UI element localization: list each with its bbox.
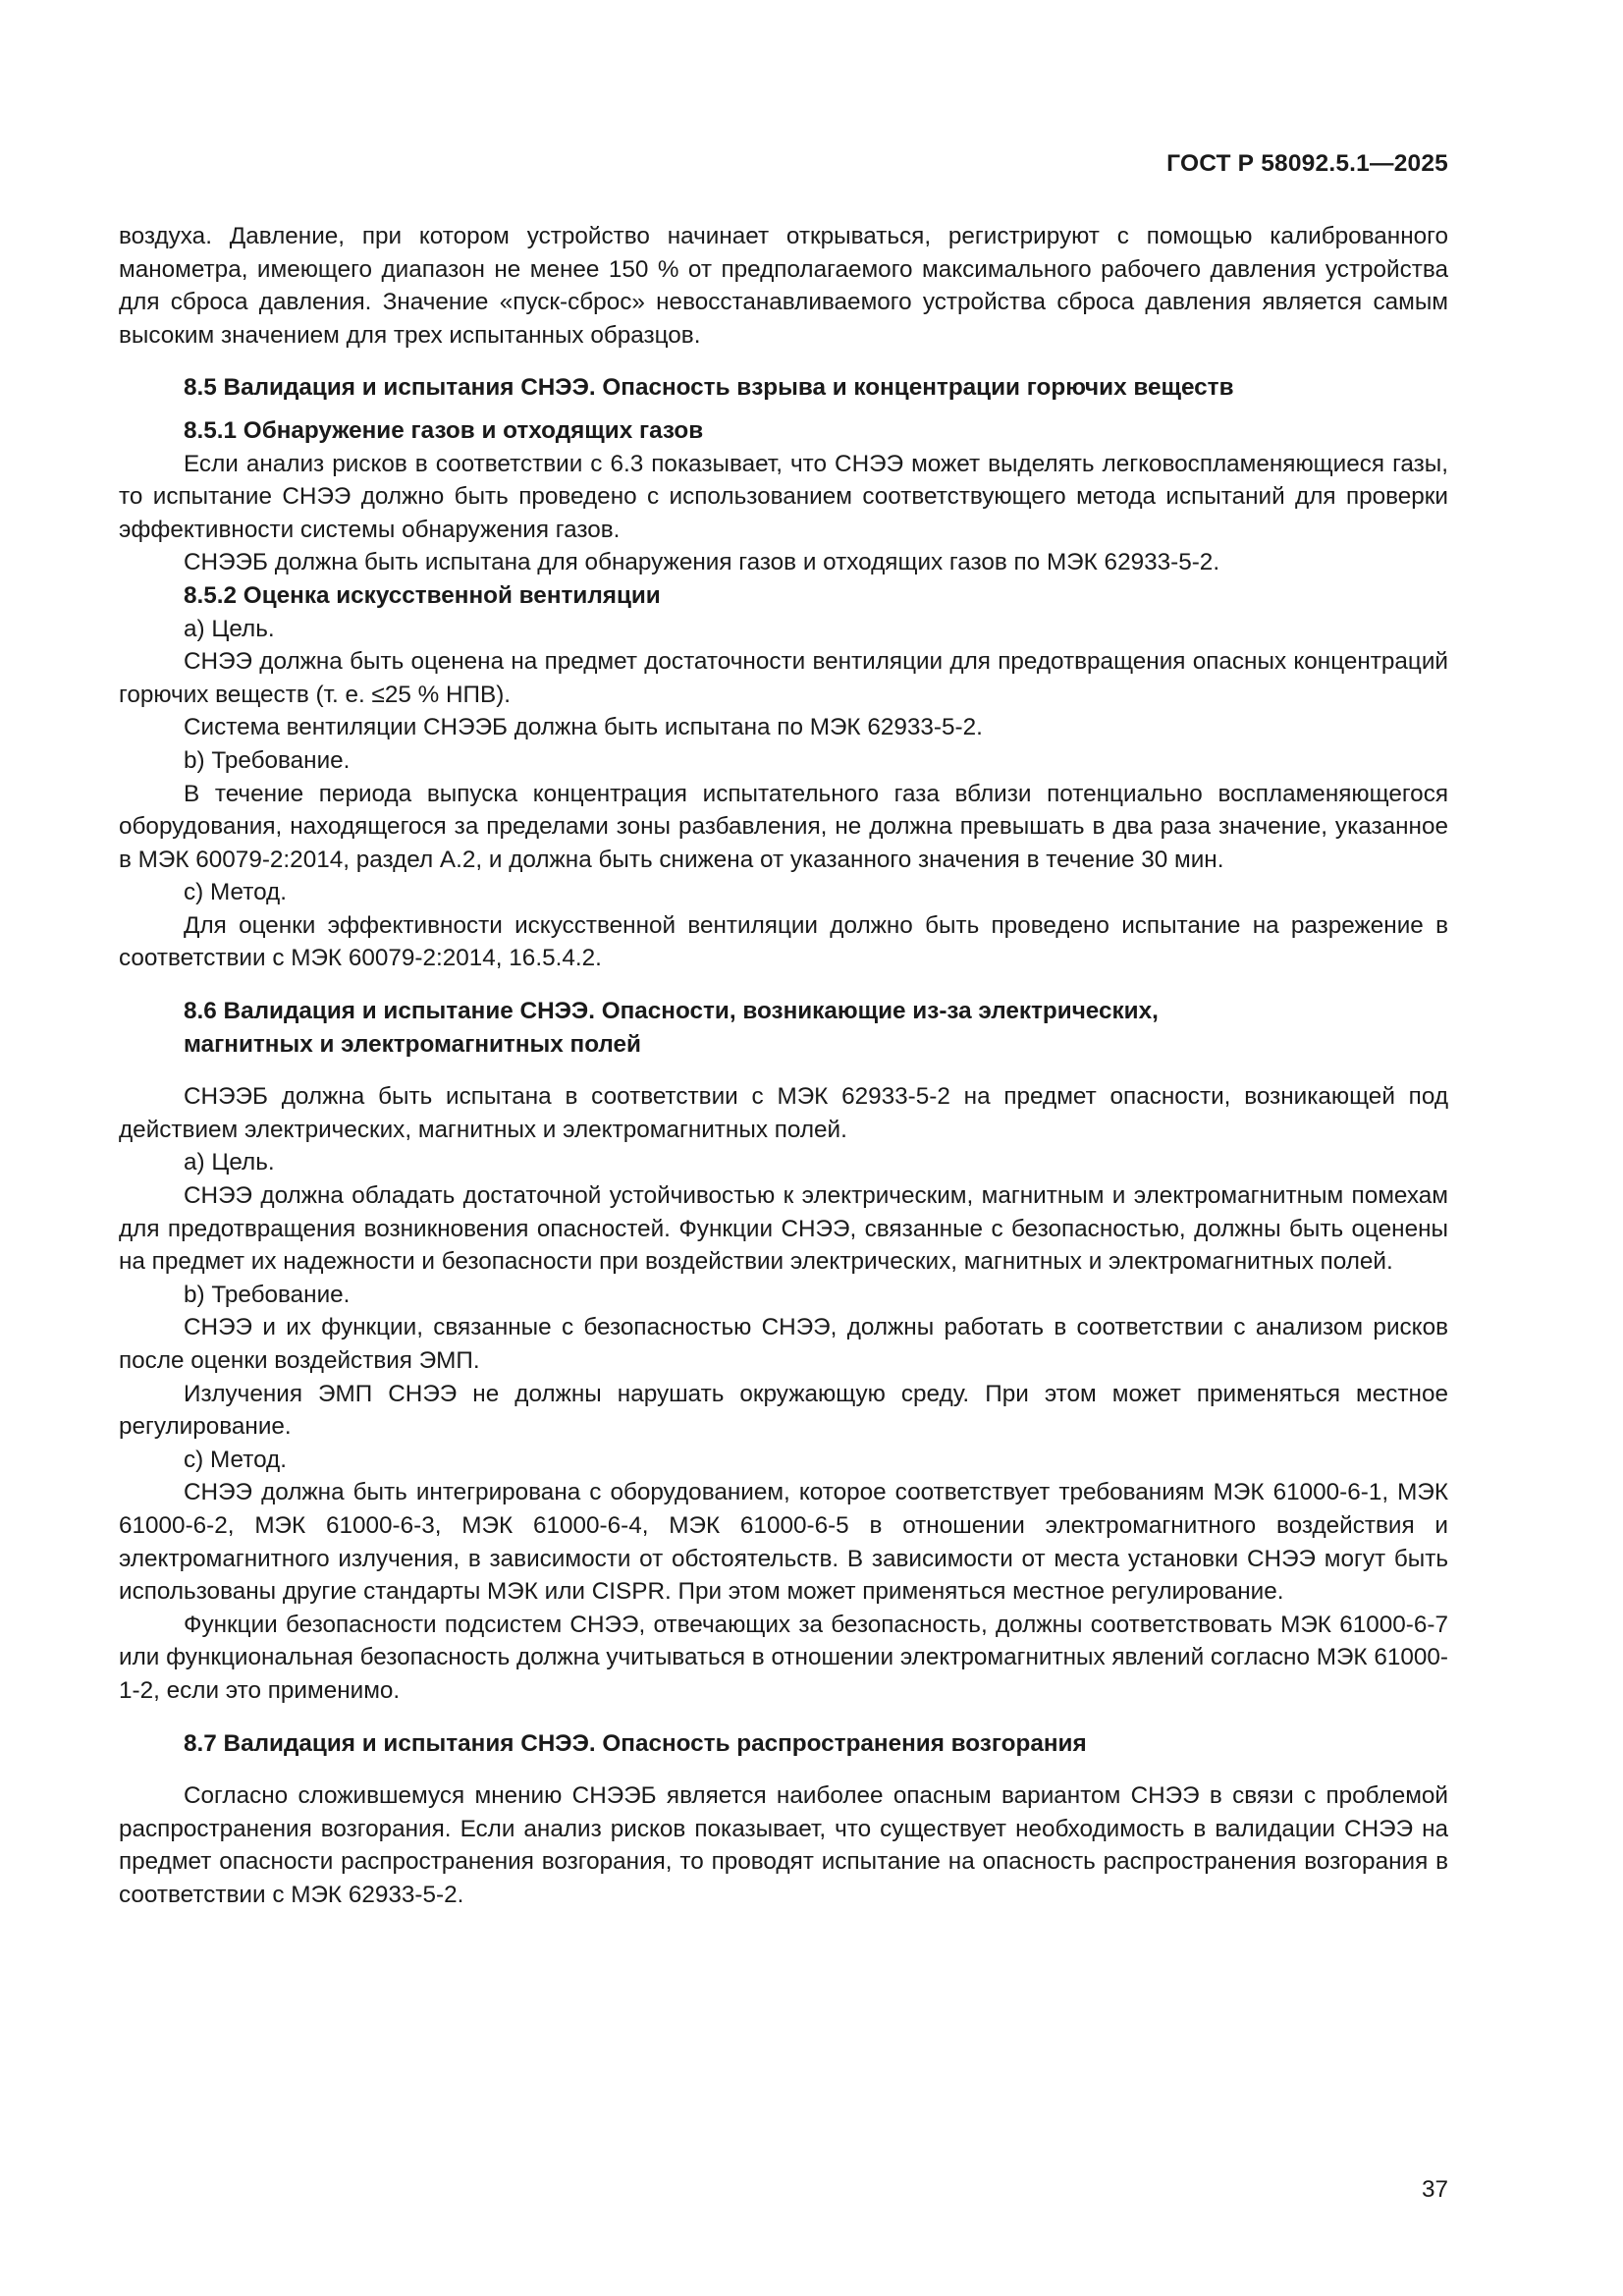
paragraph-continuation: воздуха. Давление, при котором устройство начинает открываться, регистрируют с помощью калиброванного манометра, имеющего диапазон не менее 150 % от предполагаемого максимального рабочего давления устройства для сброса давления. Значение «пуск-сброс» невосстанавливаемого устройства сброса давления является самым высоким значением для трех испытанных образцов. bbox=[119, 223, 1448, 349]
document-body bbox=[119, 220, 1448, 1912]
section-8-6-title-line-1: 8.6 Валидация и испытание СНЭЭ. Опасности, возникающие из-за электрических, bbox=[184, 998, 1159, 1025]
section-8-6-item-b: b) Требование. bbox=[184, 1281, 351, 1308]
section-8-7-title: 8.7 Валидация и испытания СНЭЭ. Опасность распространения возгорания bbox=[184, 1729, 1087, 1757]
section-8-6-item-c-text-2: Функции безопасности подсистем СНЭЭ, отвечающих за безопасность, должны соответствовать МЭК 61000-6-7 или функциональная безопасность должна учитываться в отношении электромагнитных явлений согласно МЭК 61000-1-2, если это применимо. bbox=[119, 1611, 1448, 1704]
section-8-5-2-item-b: b) Требование. bbox=[184, 746, 351, 774]
section-8-5-2-item-a-text-1: СНЭЭ должна быть оценена на предмет достаточности вентиляции для предотвращения опасных концентраций горючих веществ (т. е. ≤25 % НПВ). bbox=[119, 648, 1448, 708]
section-8-5-2-item-a-text-2: Система вентиляции СНЭЭБ должна быть испытана по МЭК 62933-5-2. bbox=[184, 714, 983, 741]
section-8-5-2-item-c: c) Метод. bbox=[184, 879, 287, 906]
section-8-5-2-item-c-text: Для оценки эффективности искусственной вентиляции должно быть проведено испытание на разрежение в соответствии с МЭК 60079-2:2014, 16.5.4.2. bbox=[119, 911, 1448, 972]
document-code-header: ГОСТ Р 58092.5.1—2025 bbox=[1166, 150, 1448, 177]
section-8-5-1-paragraph-1: Если анализ рисков в соответствии с 6.3 показывает, что СНЭЭ может выделять легковоспламеняющиеся газы, то испытание СНЭЭ должно быть проведено с использованием соответствующего метода испытаний для проверки эффективности системы обнаружения газов. bbox=[119, 450, 1448, 543]
section-8-6-title-line-2: магнитных и электромагнитных полей bbox=[184, 1030, 641, 1058]
section-8-6-item-b-text-1: СНЭЭ и их функции, связанные с безопасностью СНЭЭ, должны работать в соответствии с анализом рисков после оценки воздействия ЭМП. bbox=[119, 1314, 1448, 1374]
section-8-5-2-title: 8.5.2 Оценка искусственной вентиляции bbox=[184, 581, 661, 609]
section-8-5-2-item-a: a) Цель. bbox=[184, 615, 275, 642]
section-8-5-2-item-b-text: В течение периода выпуска концентрация испытательного газа вблизи потенциально воспламеняющегося оборудования, находящегося за пределами зоны разбавления, не должна превышать в два раза значение, указанное в МЭК 60079-2:2014, раздел А.2, и должна быть снижена от указанного значения в течение 30 мин. bbox=[119, 780, 1448, 873]
section-8-6-paragraph-1: СНЭЭБ должна быть испытана в соответствии с МЭК 62933-5-2 на предмет опасности, возникающей под действием электрических, магнитных и электромагнитных полей. bbox=[119, 1083, 1448, 1143]
section-8-5-1-title: 8.5.1 Обнаружение газов и отходящих газов bbox=[184, 416, 704, 444]
section-8-6-item-c-text-1: СНЭЭ должна быть интегрирована с оборудованием, которое соответствует требованиям МЭК 61000-6-1, МЭК 61000-6-2, МЭК 61000-6-3, МЭК 61000-6-4, МЭК 61000-6-5 в отношении электромагнитного воздействия и электромагнитного излучения, в зависимости от обстоятельств. В зависимости от места установки СНЭЭ могут быть использованы другие стандарты МЭК или CISPR. При этом может применяться местное регулирование. bbox=[119, 1479, 1448, 1606]
section-8-5-1-paragraph-2: СНЭЭБ должна быть испытана для обнаружения газов и отходящих газов по МЭК 62933-5-2. bbox=[184, 549, 1220, 576]
document-page bbox=[119, 0, 1448, 2296]
page-number: 37 bbox=[1421, 2176, 1448, 2203]
section-8-7-paragraph-1: Согласно сложившемуся мнению СНЭЭБ является наиболее опасным вариантом СНЭЭ в связи с проблемой распространения возгорания. Если анализ рисков показывает, что существует необходимость в валидации СНЭЭ на предмет опасности распространения возгорания, то проводят испытание на опасность распространения возгорания в соответствии с МЭК 62933-5-2. bbox=[119, 1782, 1448, 1908]
section-8-6-item-b-text-2: Излучения ЭМП СНЭЭ не должны нарушать окружающую среду. При этом может применяться местное регулирование. bbox=[119, 1380, 1448, 1441]
section-8-6-item-c: c) Метод. bbox=[184, 1446, 287, 1473]
section-8-5-title: 8.5 Валидация и испытания СНЭЭ. Опасность взрыва и концентрации горючих веществ bbox=[184, 374, 1234, 402]
section-8-6-item-a: a) Цель. bbox=[184, 1149, 275, 1176]
section-8-6-item-a-text: СНЭЭ должна обладать достаточной устойчивостью к электрическим, магнитным и электромагнитным помехам для предотвращения возникновения опасностей. Функции СНЭЭ, связанные с безопасностью, должны быть оценены на предмет их надежности и безопасности при воздействии электрических, магнитных и электромагнитных полей. bbox=[119, 1182, 1448, 1276]
